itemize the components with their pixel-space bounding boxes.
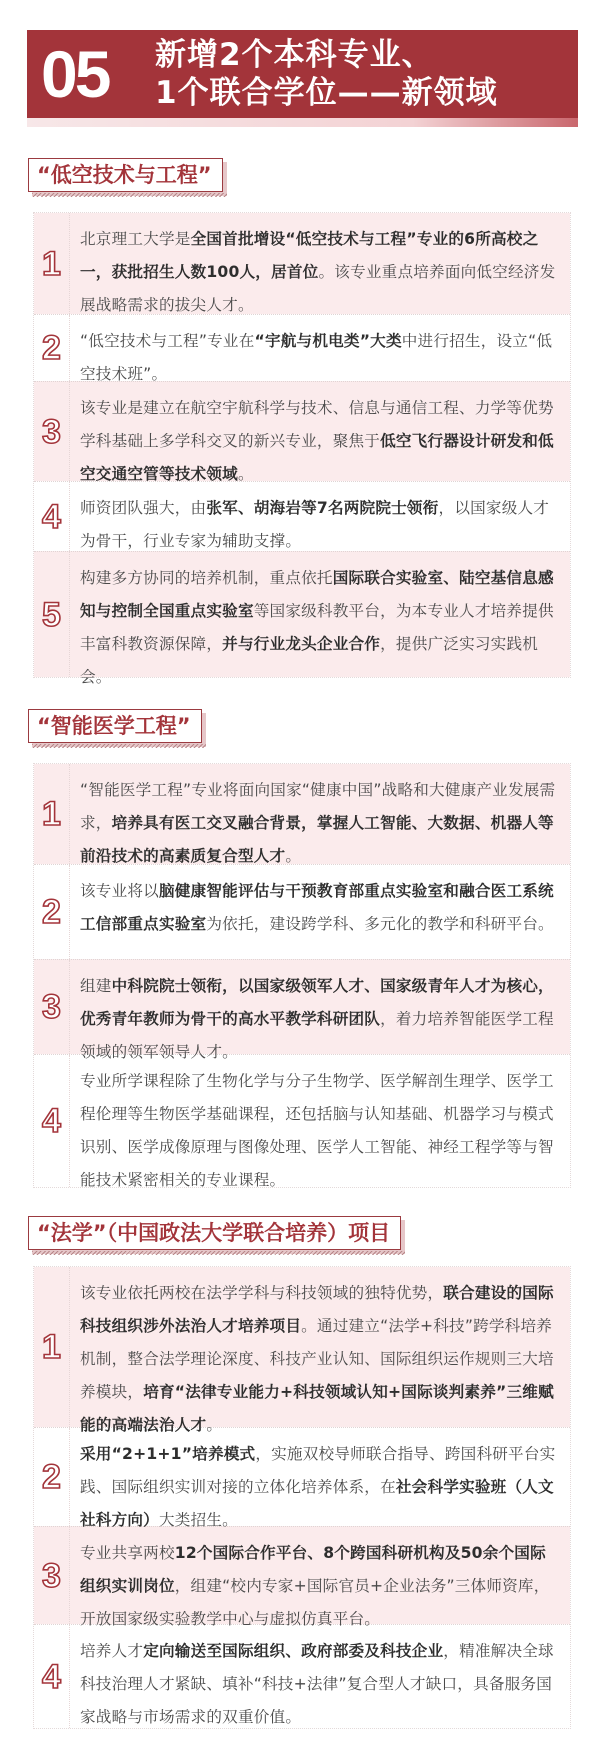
item-text — [70, 1428, 570, 1529]
list-item — [34, 1624, 570, 1728]
item-text — [70, 865, 570, 959]
major-card-law-joint-program — [33, 1266, 571, 1729]
body-text: 北京理工大学是 — [80, 230, 191, 248]
body-text: ，以国家级人才为骨干，行业专家为辅助支撑。 — [80, 499, 550, 550]
section-title — [155, 36, 498, 112]
item-number: 3 — [42, 412, 61, 451]
item-text — [70, 1527, 570, 1628]
body-text: ，实施双校导师联合指导、跨国科研平台实践、国际组织实训对接的立体化培养体系，在 — [80, 1445, 556, 1496]
banner-gradient-strip — [27, 118, 578, 127]
item-number: 1 — [42, 1328, 61, 1366]
emphasis-text: “宇航与机电类”大类 — [254, 332, 402, 350]
list-item — [34, 481, 570, 551]
item-number: 2 — [42, 893, 61, 931]
list-item — [34, 314, 570, 381]
item-text — [70, 382, 570, 481]
item-number: 4 — [42, 1657, 61, 1696]
emphasis-text: 培育“法律专业能力+科技领域认知+国际谈判素养”三维赋能的高端法治人才 — [80, 1383, 554, 1434]
body-text: 该专业依托两校在法学学科与科技领域的独特优势， — [80, 1284, 444, 1302]
body-text: 。 — [285, 847, 302, 865]
body-text: 中进行招生，设立“低空技术班”。 — [80, 332, 553, 383]
body-text: 。 — [237, 465, 254, 483]
list-item — [34, 1427, 570, 1529]
item-number: 2 — [42, 329, 61, 367]
major-card-intelligent-medical — [33, 763, 571, 1188]
list-item — [34, 1054, 570, 1187]
body-text: ，提供广泛实习实践机会。 — [80, 635, 539, 686]
emphasis-text: 定向输送至国际组织、政府部委及科技企业 — [143, 1642, 444, 1660]
body-text: 等国家级科教平台，为本专业人才培养提供丰富科教资源保障， — [80, 602, 554, 653]
major-tag-law-joint-program: “法学”（中国政法大学联合培养）项目 — [28, 1216, 401, 1250]
emphasis-text: 全国首批增设“低空技术与工程”专业的6所高校之一，获批招生人数100人，居首位 — [80, 230, 539, 281]
item-text — [70, 1055, 570, 1187]
body-text: 该专业是建立在航空宇航科学与技术、信息与通信工程、力学等优势学科基础上多学科交叉的新兴专业，聚焦于 — [80, 399, 554, 450]
item-number: 4 — [42, 1102, 61, 1140]
body-text: ，着力培养智能医学工程领域的领军领导人才。 — [80, 1010, 554, 1061]
emphasis-text: 社会科学实验班（人文社科方向） — [80, 1478, 554, 1529]
emphasis-text: 联合建设的国际科技组织涉外法治人才培养项目 — [80, 1284, 554, 1335]
item-number: 1 — [42, 795, 61, 833]
body-text: 师资团队强大，由 — [80, 499, 207, 517]
item-number: 2 — [42, 1458, 61, 1496]
item-text — [70, 315, 570, 381]
item-text — [70, 1267, 570, 1434]
item-number: 5 — [42, 595, 61, 634]
list-item — [34, 1526, 570, 1628]
item-number: 3 — [42, 1556, 61, 1595]
section-banner — [27, 30, 578, 118]
emphasis-text: 张军、胡海岩等7名两院院士领衔 — [206, 499, 439, 517]
emphasis-text: 并与行业龙头企业合作 — [222, 635, 381, 653]
list-item — [34, 864, 570, 959]
list-item — [34, 551, 570, 686]
major-tag-low-altitude: “低空技术与工程” — [28, 158, 223, 192]
item-number: 3 — [42, 988, 61, 1026]
body-text: 。 — [206, 1416, 223, 1434]
item-text — [70, 482, 570, 551]
list-item — [34, 381, 570, 481]
body-text: 专业共享两校 — [80, 1544, 175, 1562]
section-title-line-1: 新增2个本科专业、 — [155, 37, 434, 73]
list-item — [34, 959, 570, 1061]
emphasis-text: 中科院院士领衔，以国家级领军人才、国家级青年人才为核心，优秀青年教师为骨干的高水平教学科研团队 — [80, 977, 554, 1028]
section-number: 05 — [41, 37, 109, 111]
emphasis-text: 采用“2+1+1”培养模式 — [80, 1445, 256, 1463]
section-title-line-2: 1个联合学位——新领域 — [155, 75, 498, 111]
item-number: 4 — [42, 497, 61, 536]
body-text: ，组建“校内专家+国际官员+企业法务”三体师资库，开放国家级实验教学中心与虚拟仿真平台。 — [80, 1577, 550, 1628]
major-card-low-altitude — [33, 212, 571, 686]
body-text: 大类招生。 — [158, 1511, 238, 1529]
emphasis-text: 12个国际合作平台、8个跨国科研机构及50余个国际组织实训岗位 — [80, 1544, 546, 1595]
body-text: ，精准解决全球科技治理人才紧缺、填补“科技+法律”复合型人才缺口，具备服务国家战略与市场需求的双重价值。 — [80, 1642, 554, 1726]
body-text: 构建多方协同的培养机制，重点依托 — [80, 569, 333, 587]
major-tag-intelligent-medical: “智能医学工程” — [28, 709, 202, 743]
body-text: 。通过建立“法学+科技”跨学科培养机制，整合法学理论深度、科技产业认知、国际组织运作规则三大培养模块， — [80, 1317, 554, 1401]
body-text: 该专业将以 — [80, 882, 159, 900]
list-item — [34, 213, 570, 314]
item-text — [70, 1625, 570, 1728]
item-number: 1 — [42, 244, 61, 283]
body-text: “低空技术与工程”专业在 — [80, 332, 255, 350]
item-text — [70, 960, 570, 1061]
emphasis-text: 培养具有医工交叉融合背景，掌握人工智能、大数据、机器人等前沿技术的高素质复合型人才 — [80, 814, 554, 865]
list-item — [34, 764, 570, 864]
emphasis-text: 低空飞行器设计研发和低空交通空管等技术领域 — [80, 432, 554, 483]
item-text — [70, 764, 570, 864]
body-text: 专业所学课程除了生物化学与分子生物学、医学解剖生理学、医学工程伦理等生物医学基础课程，还包括脑与认知基础、机器学习与模式识别、医学成像原理与图像处理、医学人工智能、神经工程学等与智能技术紧密相关的专业课程。 — [80, 1072, 554, 1189]
emphasis-text: 脑健康智能评估与干预教育部重点实验室和融合医工系统工信部重点实验室 — [80, 882, 554, 933]
body-text: “智能医学工程”专业将面向国家“健康中国”战略和大健康产业发展需求， — [80, 781, 556, 832]
list-item — [34, 1267, 570, 1434]
emphasis-text: 国际联合实验室、陆空基信息感知与控制全国重点实验室 — [80, 569, 554, 620]
body-text: 培养人才 — [80, 1642, 144, 1660]
body-text: 组建 — [80, 977, 112, 995]
item-text — [70, 213, 570, 314]
body-text: 。该专业重点培养面向低空经济发展战略需求的拔尖人才。 — [80, 263, 556, 314]
item-text — [70, 552, 570, 686]
body-text: 为依托，建设跨学科、多元化的教学和科研平台。 — [206, 915, 554, 933]
